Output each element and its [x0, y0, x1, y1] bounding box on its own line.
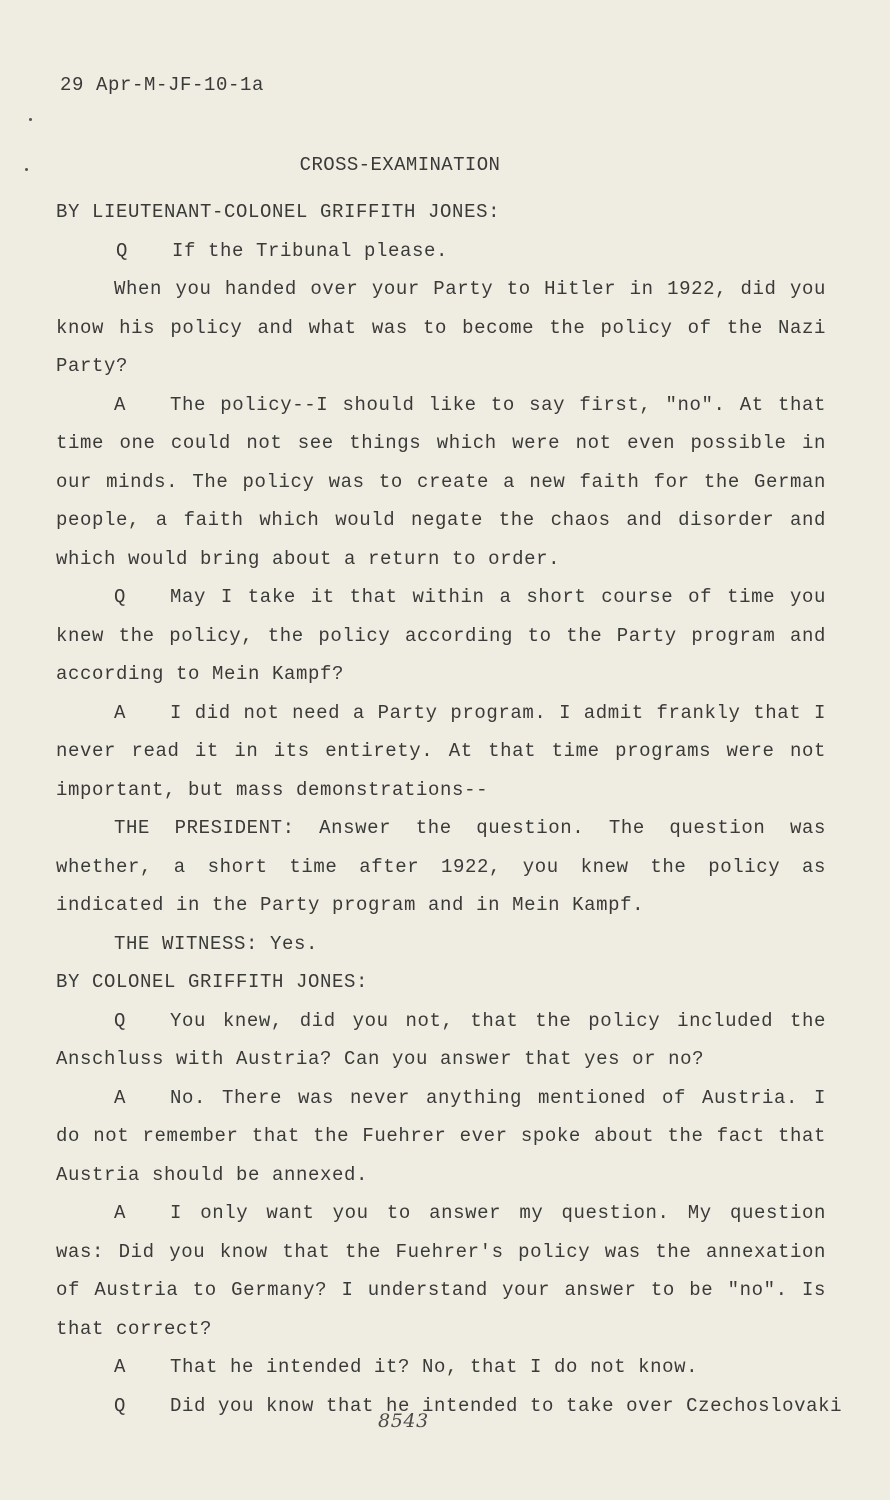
section-heading: CROSS-EXAMINATION	[299, 154, 501, 176]
question-text: If the Tribunal please.	[172, 239, 449, 262]
answer	[56, 1348, 826, 1387]
question-text: I only want you to answer my question. My question was: Did you know that the Fuehrer's policy was the annexation of Austria to Germany? I understand your answer to be "no". Is that correct?	[56, 1202, 826, 1340]
page-number: 8543	[378, 1410, 429, 1432]
question-text: You knew, did you not, that the policy included the Anschluss with Austria? Can you answer that yes or no?	[56, 1009, 826, 1070]
question	[56, 1002, 826, 1079]
question	[56, 1194, 826, 1348]
paragraph: When you handed over your Party to Hitler in 1922, did you know his policy and what was to become the policy of the Nazi Party?	[56, 278, 826, 377]
q-marker: Q	[114, 586, 127, 608]
a-marker: A	[114, 1086, 127, 1109]
speaker-line: BY LIEUTENANT-COLONEL GRIFFITH JONES:	[56, 201, 501, 223]
answer-text: I did not need a Party program. I admit frankly that I never read it in its entirety. At that time programs were not important, but mass demonstrations--	[56, 701, 826, 801]
answer-text: No. There was never anything mentioned of Austria. I do not remember that the Fuehrer ever spoke about the fact that Austria should be annexed.	[56, 1086, 826, 1186]
president-statement: THE PRESIDENT: Answer the question. The question was whether, a short time after 1922, you knew the policy as indicated in the Party program and in Mein Kampf.	[56, 817, 826, 916]
a-marker: A	[114, 1202, 127, 1224]
speck	[29, 118, 32, 121]
transcript-body	[56, 193, 843, 1425]
answer-text: That he intended it? No, that I do not know.	[170, 1356, 699, 1378]
document-id: 29 Apr-M-JF-10-1a	[60, 74, 265, 96]
question	[56, 578, 826, 694]
question	[56, 232, 826, 271]
q-marker: Q	[114, 1394, 127, 1417]
speaker-line: BY COLONEL GRIFFITH JONES:	[56, 971, 369, 993]
witness-statement: THE WITNESS: Yes.	[114, 932, 319, 955]
question	[56, 1387, 843, 1426]
q-marker: Q	[114, 1009, 127, 1032]
a-marker: A	[114, 393, 127, 416]
question-text: Did you know that he intended to take over Czechoslovaki	[170, 1394, 843, 1417]
answer	[56, 386, 826, 579]
a-marker: A	[114, 701, 127, 724]
question-text: May I take it that within a short course of time you knew the policy, the policy according to the Party program and according to Mein Kampf?	[56, 586, 826, 685]
q-marker: Q	[116, 239, 129, 262]
answer-text: The policy--I should like to say first, "no". At that time one could not see things which were not even possible in our minds. The policy was to create a new faith for the German people, a faith which would negate the chaos and disorder and which would bring about a return to order.	[56, 393, 826, 570]
a-marker: A	[114, 1356, 127, 1378]
answer	[56, 694, 826, 810]
answer	[56, 1079, 826, 1195]
